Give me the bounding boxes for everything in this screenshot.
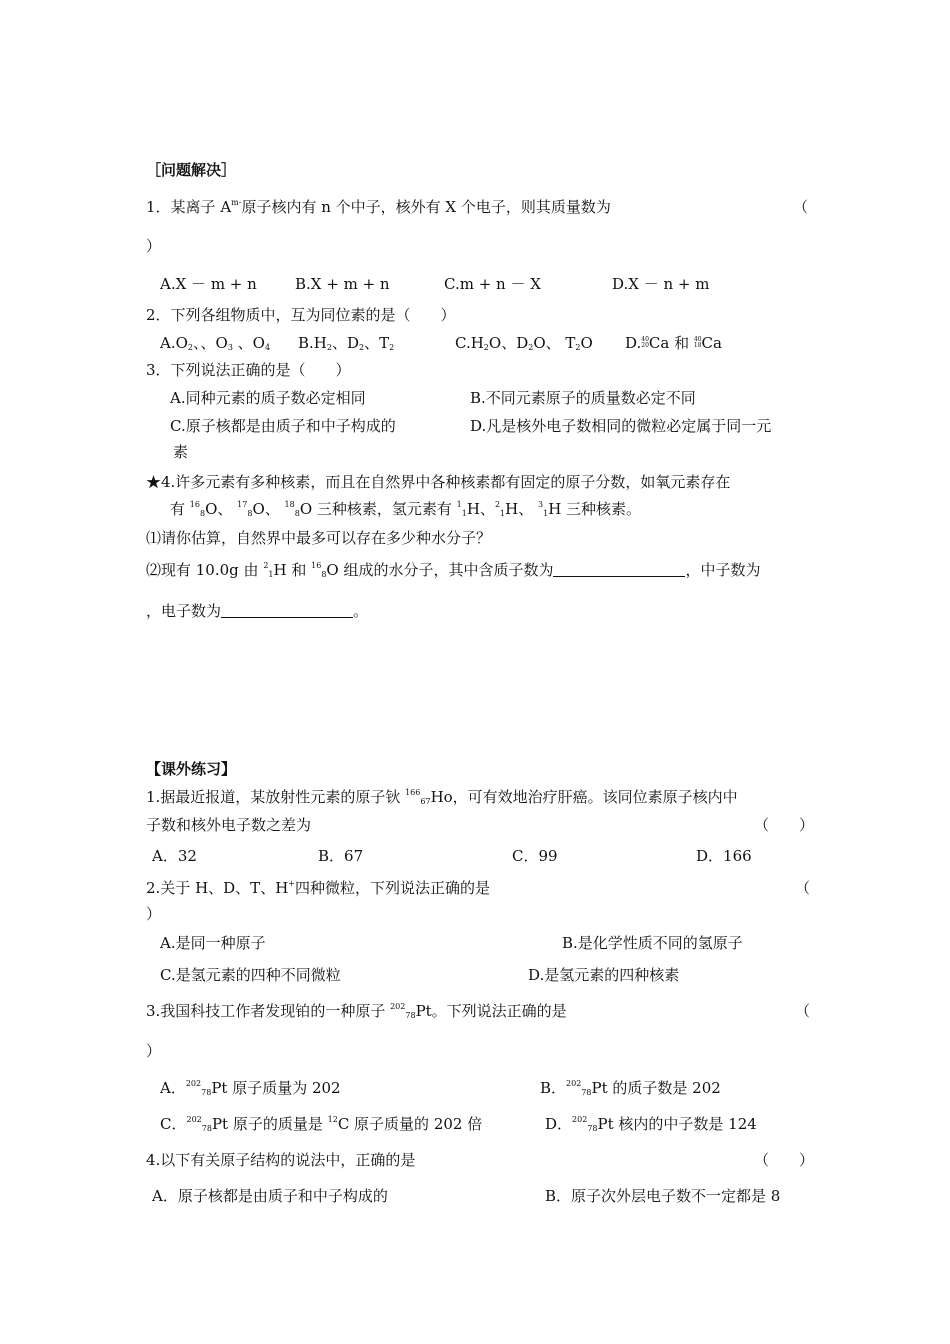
extra-q3-option-b: B．$^{202}_{78}$Pt 的质子数是 202: [540, 1079, 721, 1097]
question-4-part-2: ⑵现有 10.0g 由 $^2_1$H 和 $^{16}_8$O 组成的水分子，其中含质子数为 ，中子数为: [146, 561, 761, 579]
q3-option-c: C.原子核都是由质子和中子构成的: [170, 417, 396, 435]
q2-option-c: $C.H_2O$、$D_2O$、 $T_2O$: [455, 334, 593, 352]
section-title-extra-practice: 【课外练习】: [146, 760, 237, 778]
extra-q4-option-a: A．原子核都是由质子和中子构成的: [152, 1187, 388, 1205]
extra-q3-option-d: D．$^{202}_{78}$Pt 核内的中子数是 124: [545, 1115, 757, 1133]
extra-question-4: 4.以下有关原子结构的说法中，正确的是: [146, 1151, 416, 1169]
q3-option-d: D.凡是核外电子数相同的微粒必定属于同一元: [470, 417, 772, 435]
proton-count-blank[interactable]: [553, 560, 685, 577]
q2-option-b: $B.H_2$、$D_2$、$T_2$: [298, 334, 395, 352]
question-4: ★4.许多元素有多种核素，而且在自然界中各种核素都有固定的原子分数，如氧元素存在: [146, 473, 731, 491]
q3-option-d-continued: 素: [173, 443, 189, 461]
extra-q1-option-b: B．67: [318, 847, 364, 865]
question-4-part-2-continued: ，电子数为 。: [146, 602, 369, 620]
extra-q1-option-d: D．166: [696, 847, 752, 865]
extra-q2-option-d: D.是氢元素的四种核素: [528, 966, 680, 984]
answer-paren-close: ）: [146, 237, 162, 255]
question-4-line-2: 有 $^{16}_8$O、 $^{17}_8$O、 $^{18}_8$O 三种核素，氢元素有 $^1_1$H、$^2_1$H、 $^3_1$H 三种核素。: [170, 500, 642, 518]
extra-q2-option-b: B.是化学性质不同的氢原子: [562, 934, 743, 952]
question-1: 1．某离子 $A^{m-}$原子核内有 n 个中子，核外有 X 个电子，则其质量数为: [146, 198, 611, 216]
answer-paren-open: （: [793, 198, 809, 216]
electron-count-blank[interactable]: [221, 601, 353, 618]
extra-q1-option-a: A．32: [152, 847, 197, 865]
q1-option-d: D.X － n + m: [612, 275, 710, 293]
q3-option-b: B.不同元素原子的质量数必定不同: [470, 389, 696, 407]
extra-question-1-line-2: 子数和核外电子数之差为: [146, 816, 312, 834]
extra-question-1: 1.据最近报道，某放射性元素的原子钬 $^{166}_{67}$Ho，可有效地治疗肝癌。该同位素原子核内中: [146, 788, 738, 806]
extra-q3-paren-open: （: [795, 1002, 811, 1020]
extra-q1-option-c: C．99: [512, 847, 558, 865]
extra-question-2: 2.关于 H、D、T、H+四种微粒，下列说法正确的是: [146, 879, 490, 897]
q2-option-d: D.40 20Ca 和 40 18Ca: [625, 334, 722, 352]
question-2: 2．下列各组物质中，互为同位素的是（ ）: [146, 306, 456, 324]
extra-q3-paren-close: ）: [146, 1042, 162, 1060]
extra-q3-option-c: C．$^{202}_{78}$Pt 原子的质量是 $^{12}$C 原子质量的 202 倍: [160, 1115, 483, 1133]
extra-q4-answer-paren: （ ）: [754, 1151, 815, 1169]
extra-q2-paren-close: ）: [146, 905, 162, 923]
extra-q3-option-a: A．$^{202}_{78}$Pt 原子质量为 202: [160, 1079, 341, 1097]
question-4-part-1: ⑴请你估算，自然界中最多可以存在多少种水分子？: [146, 529, 492, 547]
extra-question-3: 3.我国科技工作者发现铂的一种原子 $^{202}_{78}$Pt。下列说法正确的是: [146, 1002, 567, 1020]
q3-option-a: A.同种元素的质子数必定相同: [170, 389, 366, 407]
extra-q2-option-a: A.是同一种原子: [160, 934, 266, 952]
extra-q1-answer-paren: （ ）: [754, 816, 815, 834]
section-title-problem-solving: ［问题解决］: [146, 161, 237, 179]
extra-q2-option-c: C.是氢元素的四种不同微粒: [160, 966, 341, 984]
extra-q4-option-b: B．原子次外层电子数不一定都是 8: [545, 1187, 781, 1205]
q1-option-b: B.X + m + n: [295, 275, 390, 293]
q1-option-a: A.X － m + n: [160, 275, 257, 293]
extra-q2-paren-open: （: [795, 879, 811, 897]
question-3: 3．下列说法正确的是（ ）: [146, 361, 351, 379]
q2-option-a: $A.O_2$、、$O_3$ 、$O_4$: [160, 334, 271, 352]
q1-option-c: C.m + n － X: [444, 275, 541, 293]
